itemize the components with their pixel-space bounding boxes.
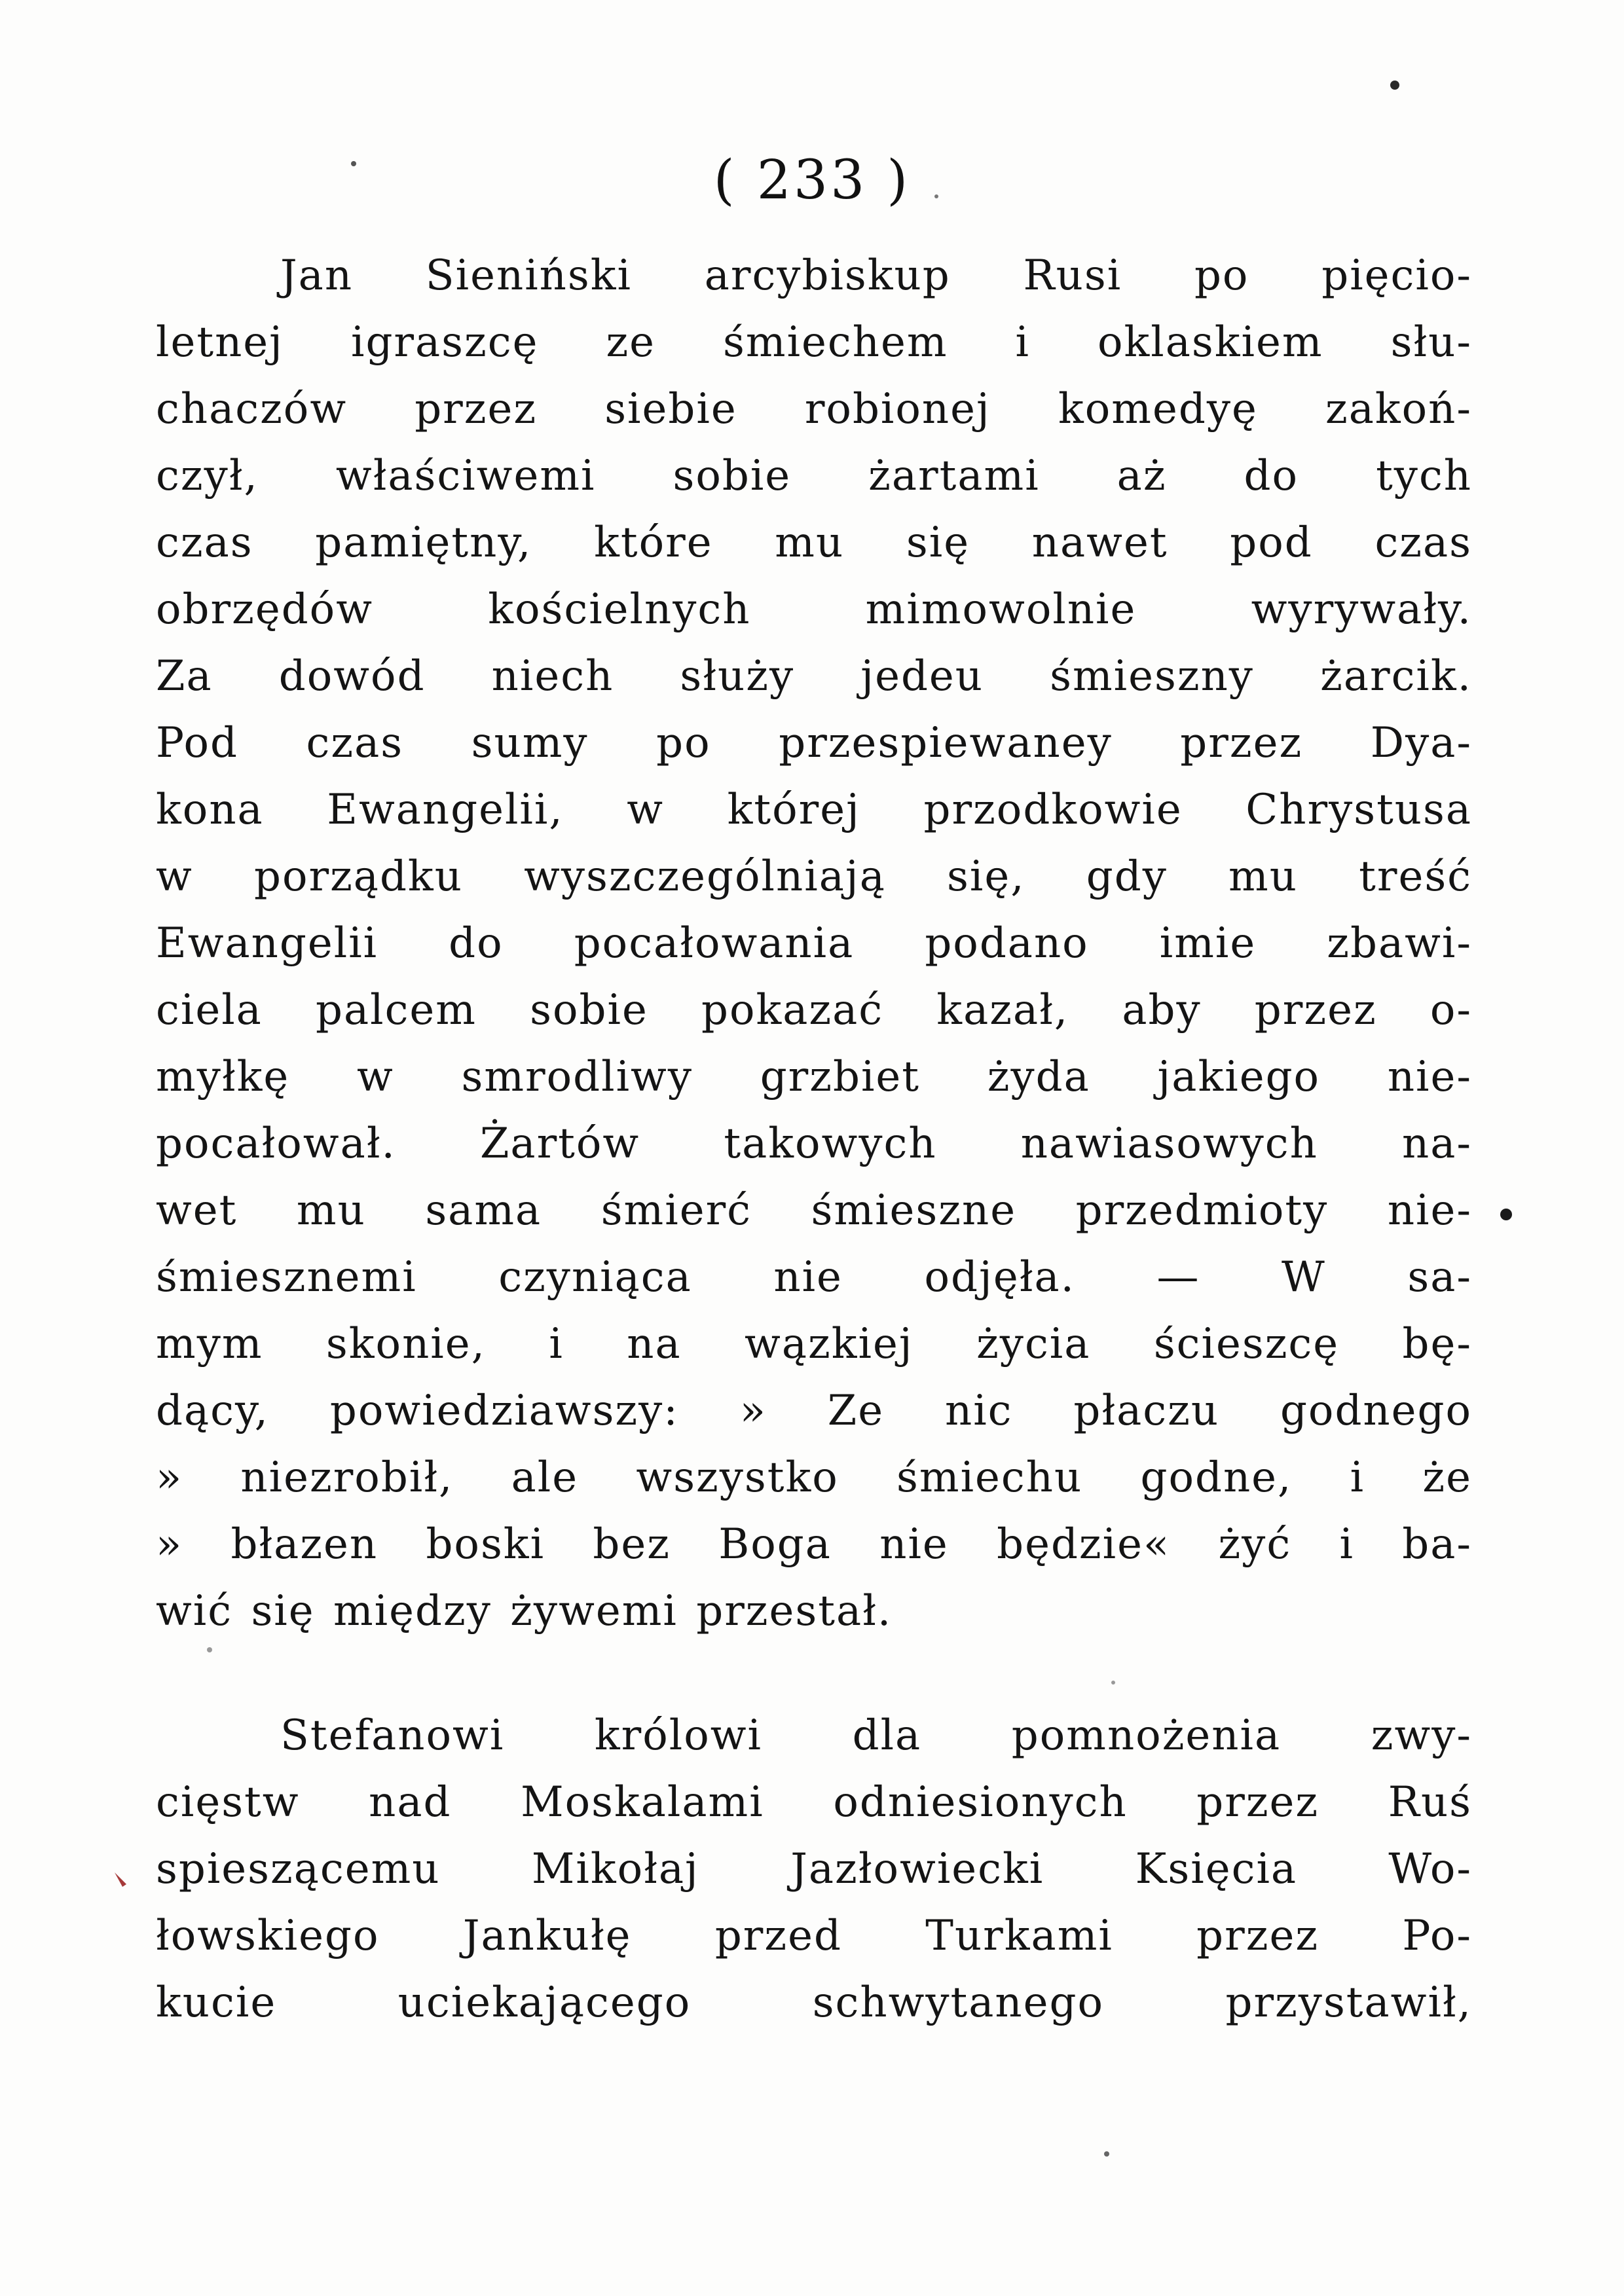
- text-line: mym skonie, i na wązkiej życia ścieszcę bę-: [156, 1320, 1472, 1368]
- text-line: wet mu sama śmierć śmieszne przedmioty nie-: [156, 1186, 1472, 1235]
- text-line: myłkę w smrodliwy grzbiet żyda jakiego nie-: [156, 1053, 1472, 1101]
- text-line: wić się między żywemi przestał.: [156, 1587, 893, 1635]
- text-line: Jan Sieniński arcybiskup Rusi po pięcio-: [280, 251, 1472, 300]
- text-line: Pod czas sumy po przespiewaney przez Dya-: [156, 719, 1472, 767]
- text-line: kucie uciekającego schwytanego przystawił,: [156, 1978, 1472, 2027]
- text-line: obrzędów kościelnych mimowolnie wyrywały.: [156, 585, 1472, 634]
- text-line: Za dowód niech służy jedeu śmieszny żarcik.: [156, 652, 1472, 701]
- text-line: dący, powiedziawszy: » Ze nic płaczu godnego: [156, 1387, 1472, 1435]
- text-line: spieszącemu Mikołaj Jazłowiecki Księcia Wo-: [156, 1845, 1472, 1893]
- text-line: Ewangelii do pocałowania podano imie zbawi-: [156, 919, 1472, 968]
- text-line: letnej igraszcę ze śmiechem i oklaskiem słu-: [156, 318, 1472, 367]
- text-line: czył, właściwemi sobie żartami aż do tych: [156, 452, 1472, 500]
- text-line: Stefanowi królowi dla pomnożenia zwy-: [280, 1711, 1472, 1760]
- text-line: śmiesznemi czyniąca nie odjęła. — W sa-: [156, 1253, 1472, 1302]
- page-number: ( 233 ): [713, 149, 911, 211]
- text-line: chaczów przez siebie robionej komedyę zakoń-: [156, 385, 1472, 433]
- text-line: kona Ewangelii, w której przodkowie Chrystusa: [156, 786, 1472, 834]
- paragraph-1: [156, 242, 1472, 1645]
- text-line: » błazen boski bez Boga nie będzie« żyć i ba-: [156, 1520, 1472, 1569]
- text-line: czas pamiętny, które mu się nawet pod czas: [156, 519, 1472, 567]
- text-line: » niezrobił, ale wszystko śmiechu godne, i że: [156, 1453, 1472, 1502]
- text-line: cięstw nad Moskalami odniesionych przez Ruś: [156, 1778, 1472, 1827]
- text-line: łowskiego Jankułę przed Turkami przez Po-: [156, 1912, 1472, 1960]
- text-line: w porządku wyszczególniają się, gdy mu treść: [156, 852, 1472, 901]
- text-line: pocałował. Żartów takowych nawiasowych na-: [156, 1120, 1472, 1168]
- paragraph-2: [156, 1702, 1472, 2036]
- text-line: ciela palcem sobie pokazać kazał, aby przez o-: [156, 986, 1472, 1034]
